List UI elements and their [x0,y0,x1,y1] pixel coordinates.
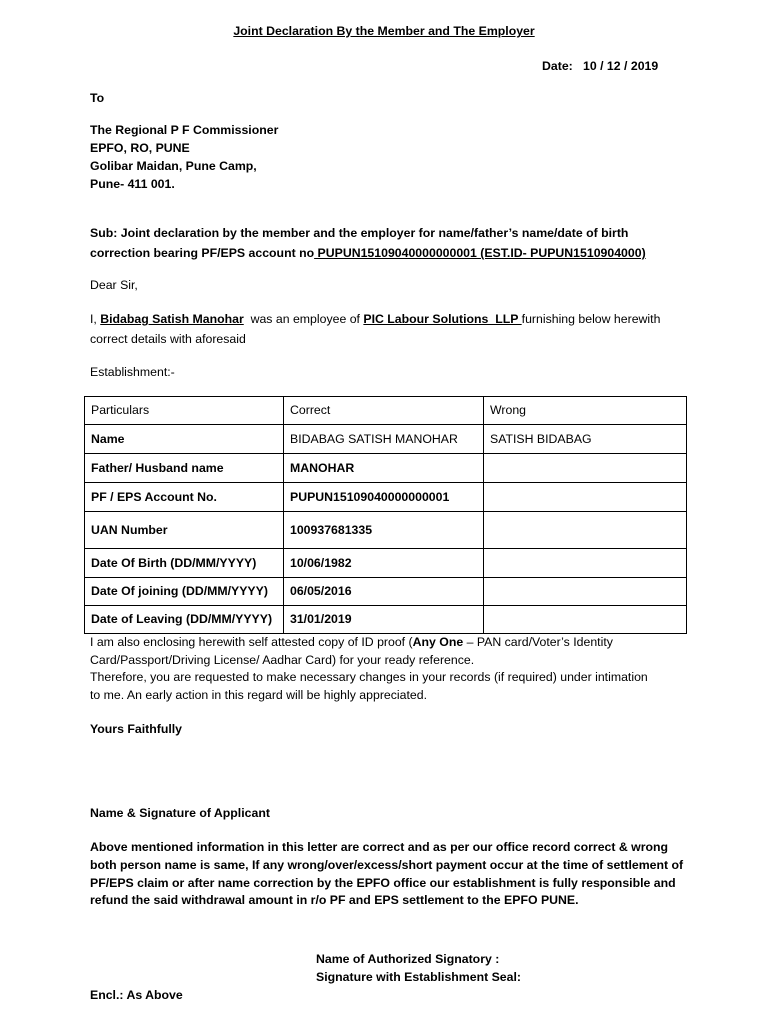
intro-prefix: I, [90,312,101,326]
declaration-line-4: refund the said withdrawal amount in r/o PF and EPS settlement to the EPFO PUNE. [90,893,579,907]
row-particular: Father/ Husband name [85,454,284,483]
row-wrong [484,512,687,549]
enclosure-any-one: Any One [412,635,464,649]
table-row [85,578,687,606]
row-wrong [484,483,687,512]
intro-suffix: furnishing below herewith [521,312,661,326]
table-row [85,606,687,634]
row-particular: UAN Number [85,512,284,549]
member-name: Bidabag Satish Manohar [100,312,244,326]
enclosure-line-3: Therefore, you are requested to make necessary changes in your records (if required) under intimation [90,670,648,684]
row-wrong [484,549,687,578]
enclosure-line-4: to me. An early action in this regard will be highly appreciated. [90,688,427,702]
row-wrong [484,454,687,483]
enclosure-line-2: Card/Passport/Driving License/ Aadhar Card) for your ready reference. [90,653,475,667]
subject-line-1: Sub: Joint declaration by the member and the employer for name/father’s name/date of birth [90,226,629,240]
authorized-signatory-label: Name of Authorized Signatory : [316,952,500,966]
account-reference: PUPUN15109040000000001 (EST.ID- PUPUN1510904000) [314,246,646,260]
subject-prefix: correction bearing PF/EPS account no [90,246,315,260]
row-particular: Name [85,425,284,454]
table-row [85,454,687,483]
row-correct: 100937681335 [284,512,484,549]
intro-line-1 [90,311,660,327]
declaration-line-3: PF/EPS claim or after name correction by the EPFO office our establishment is fully responsible and [90,876,676,890]
row-wrong: SATISH BIDABAG [484,425,687,454]
details-table [84,396,687,634]
table-row [85,549,687,578]
enclosure-line-1 [90,634,613,650]
header-particulars: Particulars [85,397,284,425]
row-particular: PF / EPS Account No. [85,483,284,512]
table-row [85,425,687,454]
address-line-3: Golibar Maidan, Pune Camp, [90,159,257,173]
row-correct: MANOHAR [284,454,484,483]
applicant-signature-label: Name & Signature of Applicant [90,806,270,820]
establishment-seal-label: Signature with Establishment Seal: [316,970,521,984]
declaration-line-2: both person name is same, If any wrong/over/excess/short payment occur at the time of settlement of [90,858,684,872]
row-wrong [484,578,687,606]
document-title: Joint Declaration By the Member and The Employer [233,24,535,38]
row-correct: 06/05/2016 [284,578,484,606]
row-particular: Date Of joining (DD/MM/YYYY) [85,578,284,606]
row-correct: 31/01/2019 [284,606,484,634]
declaration-line-1: Above mentioned information in this letter are correct and as per our office record correct & wrong [90,840,669,854]
establishment-label: Establishment:- [90,365,175,379]
table-header-row [85,397,687,425]
enclosure-note: Encl.: As Above [90,988,183,1002]
address-line-2: EPFO, RO, PUNE [90,141,190,155]
row-correct: 10/06/1982 [284,549,484,578]
row-particular: Date Of Birth (DD/MM/YYYY) [85,549,284,578]
intro-line-2: correct details with aforesaid [90,332,246,346]
to-label: To [90,91,105,105]
date-value: 10 / 12 / 2019 [583,59,659,73]
table-row [85,512,687,549]
header-wrong: Wrong [484,397,687,425]
closing: Yours Faithfully [90,722,183,736]
date-line [542,58,658,74]
row-particular: Date of Leaving (DD/MM/YYYY) [85,606,284,634]
company-name: PIC Labour Solutions LLP [363,312,522,326]
table-row [85,483,687,512]
intro-middle: was an employee of [243,312,364,326]
address-line-4: Pune- 411 001. [90,177,175,191]
row-wrong [484,606,687,634]
subject-line-2 [90,245,646,261]
header-correct: Correct [284,397,484,425]
salutation: Dear Sir, [90,278,138,292]
row-correct: BIDABAG SATISH MANOHAR [284,425,484,454]
enclosure-suffix: – PAN card/Voter’s Identity [463,635,613,649]
date-label: Date: [542,59,573,73]
row-correct: PUPUN15109040000000001 [284,483,484,512]
address-line-1: The Regional P F Commissioner [90,123,279,137]
enclosure-prefix: I am also enclosing herewith self attested copy of ID proof ( [90,635,413,649]
